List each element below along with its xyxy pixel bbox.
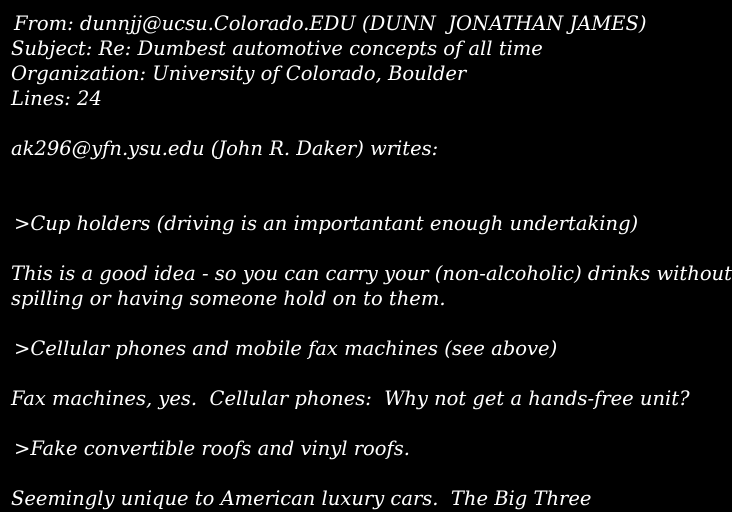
reply-line: Fax machines, yes. Cellular phones: Why not get a hands-free unit? bbox=[11, 387, 690, 410]
reply-line: Seemingly unique to American luxury cars. The Big Three bbox=[11, 487, 592, 510]
header-subject: Subject: Re: Dumbest automotive concepts of all time bbox=[11, 37, 543, 60]
quoted-line: >Cup holders (driving is an importantant enough undertaking) bbox=[14, 212, 639, 235]
header-lines: Lines: 24 bbox=[11, 87, 102, 110]
header-from: From: dunnjj@ucsu.Colorado.EDU (DUNN JONATHAN JAMES) bbox=[14, 12, 647, 35]
attribution-line: ak296@yfn.ysu.edu (John R. Daker) writes: bbox=[11, 137, 439, 160]
reply-line: spilling or having someone hold on to them. bbox=[11, 287, 446, 310]
header-organization: Organization: University of Colorado, Boulder bbox=[11, 62, 467, 85]
reply-line: This is a good idea - so you can carry your (non-alcoholic) drinks without bbox=[11, 262, 732, 285]
quoted-line: >Fake convertible roofs and vinyl roofs. bbox=[14, 437, 410, 460]
quoted-line: >Cellular phones and mobile fax machines (see above) bbox=[14, 337, 558, 360]
